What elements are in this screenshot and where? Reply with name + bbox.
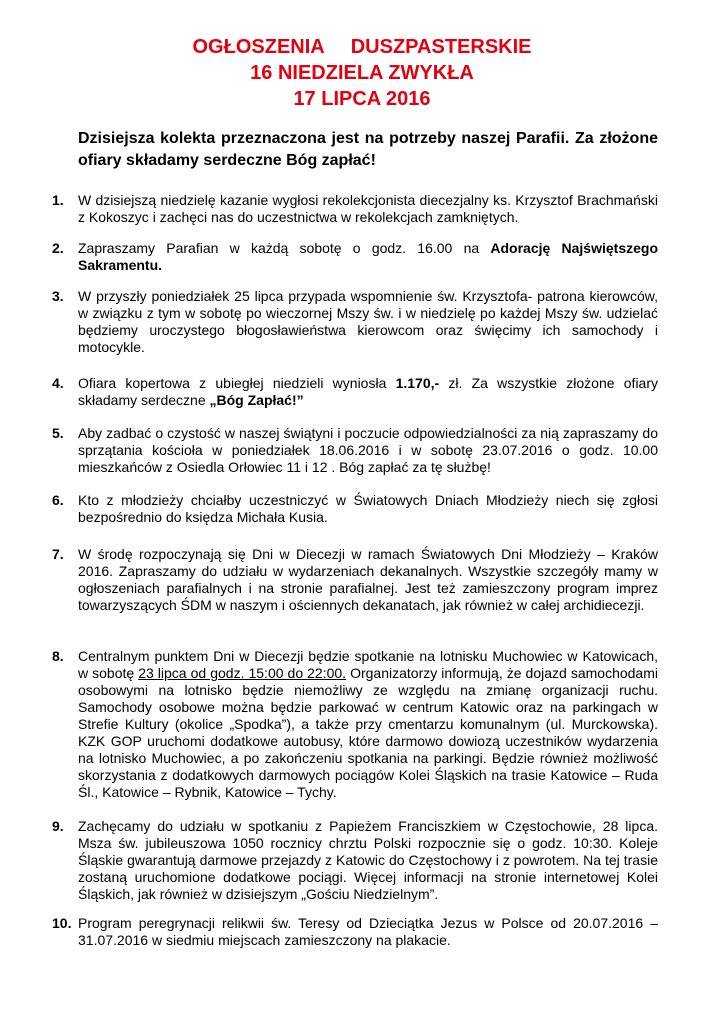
announcement-8 [52,648,658,801]
page-title [0,34,724,112]
announcement-number: 7. [52,546,64,562]
announcement-5 [52,425,658,476]
announcement-number: 10. [52,915,72,931]
announcement-4 [52,375,658,409]
announcement-number: 9. [52,818,64,834]
announcement-9 [52,818,658,903]
intro-paragraph: Dzisiejsza kolekta przeznaczona jest na potrzeby naszej Parafii. Za złożone ofiary składamy serdeczne Bóg zapłać! [78,130,658,169]
announcement-number: 6. [52,492,64,508]
announcement-text: W przyszły poniedziałek 25 lipca przypada wspomnienie św. Krzysztofa- patrona kierowców, w związku z tym w sobotę po wieczornej Mszy św. i w niedzielę po każdej Mszy św. udzielać będziemy uroczystego błogosławieństwa kierowcom oraz święcimy ich samochody i motocykle. [78,288,658,355]
announcement-text: Kto z młodzieży chciałby uczestniczyć w Światowych Dniach Młodzieży niech się zgłosi bezpośrednio do księdza Michała Kusia. [78,492,658,525]
announcement-text: Zapraszamy Parafian w każdą sobotę o godz. 16.00 na Adorację Najświętszego Sakramentu. [78,240,658,273]
announcement-number: 8. [52,648,64,664]
announcement-6 [52,492,658,526]
announcement-text: Zachęcamy do udziału w spotkaniu z Papieżem Franciszkiem w Częstochowie, 28 lipca. Msza św. jubileuszowa 1050 rocznicy chrztu Polski rozpocznie się o godz. 10:30. Koleje Śląskie gwarantują darmowe przejazdy z Katowic do Częstochowy i z powrotem. Na tej trasie zostaną uruchomione dodatkowe pociągi. Więcej informacji na stronie internetowej Kolei Śląskich, jak również w dzisiejszym „Gościu Niedzielnym”. [78,818,658,902]
announcement-number: 2. [52,240,64,256]
event-date-underlined: 23 lipca od godz. 15:00 do 22:00. [138,665,347,681]
announcement-text: Ofiara kopertowa z ubiegłej niedzieli wyniosła 1.170,- zł. Za wszystkie złożone ofiary składamy serdeczne „Bóg Zapłać!” [78,375,658,408]
announcement-text: Aby zadbać o czystość w naszej świątyni i poczucie odpowiedzialności za nią zapraszamy do sprzątania kościoła w poniedziałek 18.06.2016 i w sobotę 23.07.2016 o godz. 10.00 mieszkańców z Osiedla Orłowiec 11 i 12 . Bóg zapłać za tę służbę! [78,425,658,475]
announcement-number: 5. [52,425,64,441]
announcement-3 [52,288,658,356]
announcement-1 [52,192,658,226]
announcement-10 [52,915,658,949]
announcement-number: 3. [52,288,64,304]
announcement-number: 4. [52,375,64,391]
announcement-text: Program peregrynacji relikwii św. Teresy od Dzieciątka Jezus w Polsce od 20.07.2016 – 31.07.2016 w siedmiu miejscach zamieszczony na plakacie. [78,915,658,948]
title-line-1: OGŁOSZENIA DUSZPASTERSKIE [192,36,532,58]
announcement-text: W dzisiejszą niedzielę kazanie wygłosi rekolekcjonista diecezjalny ks. Krzysztof Brachmański z Kokoszyc i zachęci nas do uczestnictwa w rekolekcjach zamkniętych. [78,192,658,225]
announcement-2 [52,240,658,274]
announcement-text: W środę rozpoczynają się Dni w Diecezji w ramach Światowych Dni Młodzieży – Kraków 2016. Zapraszamy do udziału w wydarzeniach dekanalnych. Wszystkie szczegóły mamy w ogłoszeniach parafialnych i na stronie parafialnej. Jest też zamieszczony program imprez towarzyszących ŚDM w naszym i ościennych dekanatach, jak również w całej archidiecezji. [78,546,658,613]
title-line-3: 17 LIPCA 2016 [293,88,431,110]
announcement-text: Centralnym punktem Dni w Diecezji będzie spotkanie na lotnisku Muchowiec w Katowicach, w sobotę 23 lipca od godz. 15:00 do 22:00. Organizatorzy informują, że dojazd samochodami osobowymi na lotnisko będzie niemożliwy ze względu na zmianę organizacji ruchu. Samochody osobowe można będzie parkować w centrum Katowic oraz na parkingach w Strefie Kultury (okolice „Spodka”), a także przy cmentarzu komunalnym (ul. Murckowska). KZK GOP uruchomi dodatkowe autobusy, które darmowo dowiozą uczestników wydarzenia na lotnisko Muchowiec, a po zakończeniu spotkania na parkingi. Będzie również możliwość skorzystania z dodatkowych darmowych pociągów Kolei Śląskich na trasie Katowice – Ruda Śl., Katowice – Rybnik, Katowice – Tychy. [78,648,658,800]
announcement-number: 1. [52,192,64,208]
announcement-7 [52,546,658,614]
title-line-2: 16 NIEDZIELA ZWYKŁA [250,62,474,84]
